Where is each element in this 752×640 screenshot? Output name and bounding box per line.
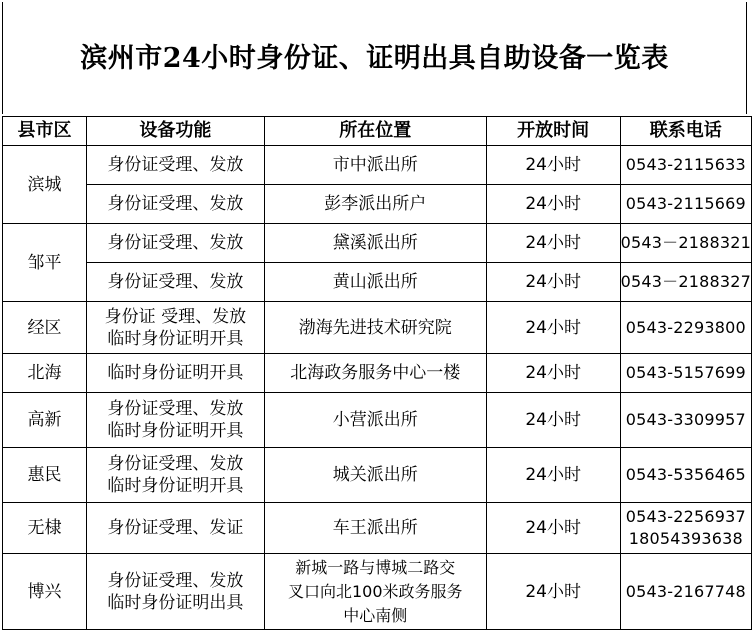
function-cell [86,393,264,448]
location-cell: 城关派出所 [264,448,486,503]
table-row [3,146,752,185]
location-cell: 彭李派出所户 [264,185,486,224]
location-cell: 小营派出所 [264,393,486,448]
phone-cell [620,503,751,554]
location-line: 中心南侧 [343,605,408,625]
phone-line: 18054393638 [628,529,743,548]
phone-cell: 0543-5157699 [620,354,751,393]
location-cell: 渤海先进技术研究院 [264,302,486,354]
district-cell: 无棣 [3,503,87,554]
location-cell: 北海政务服务中心一楼 [264,354,486,393]
hours-cell: 24小时 [486,554,620,630]
phone-cell: 0543－2188321 [620,224,751,263]
function-line: 临时身份证明开具 [107,328,244,349]
function-line: 临时身份证明开具 [107,421,244,441]
function-line: 身份证受理、发放 [107,570,244,591]
hours-cell: 24小时 [486,224,620,263]
function-line: 临时身份证明出具 [107,592,244,613]
function-cell: 身份证受理、发放 [86,263,264,302]
location-cell: 车王派出所 [264,503,486,554]
hours-cell: 24小时 [486,354,620,393]
phone-cell: 0543-2115669 [620,185,751,224]
table-row [3,393,752,448]
hours-cell: 24小时 [486,393,620,448]
district-cell: 经区 [3,302,87,354]
location-line: 叉口向北100米政务服务 [288,581,463,601]
hours-cell: 24小时 [486,146,620,185]
header-phone: 联系电话 [620,117,751,146]
hours-cell: 24小时 [486,448,620,503]
hours-cell: 24小时 [486,503,620,554]
location-cell: 市中派出所 [264,146,486,185]
function-line: 身份证 受理、发放 [104,306,247,327]
page-title: 滨州市24小时身份证、证明出具自助设备一览表 [80,43,669,74]
device-table [2,116,752,630]
phone-line: 0543-2256937 [625,507,746,526]
function-line: 身份证受理、发放 [107,399,244,419]
table-row [3,503,752,554]
phone-cell: 0543-5356465 [620,448,751,503]
function-cell: 身份证受理、发证 [86,503,264,554]
table-row [3,224,752,263]
phone-cell: 0543-3309957 [620,393,751,448]
location-line: 新城一路与博城二路交 [295,557,456,577]
function-cell: 临时身份证明开具 [86,354,264,393]
function-line: 身份证受理、发放 [107,454,244,474]
district-cell: 博兴 [3,554,87,630]
header-row [3,117,752,146]
location-cell: 黛溪派出所 [264,224,486,263]
header-location: 所在位置 [264,117,486,146]
district-cell: 滨城 [3,146,87,224]
table-row [3,263,752,302]
phone-cell: 0543-2167748 [620,554,751,630]
function-cell [86,448,264,503]
table-row [3,302,752,354]
header-hours: 开放时间 [486,117,620,146]
district-cell: 北海 [3,354,87,393]
phone-cell: 0543－2188327 [620,263,751,302]
function-line: 临时身份证明开具 [107,476,244,496]
function-cell [86,554,264,630]
function-cell: 身份证受理、发放 [86,224,264,263]
table-row [3,185,752,224]
function-cell: 身份证受理、发放 [86,185,264,224]
table-row [3,354,752,393]
district-cell: 邹平 [3,224,87,302]
table-row [3,554,752,630]
phone-cell: 0543-2293800 [620,302,751,354]
header-function: 设备功能 [86,117,264,146]
header-district: 县市区 [3,117,87,146]
district-cell: 高新 [3,393,87,448]
hours-cell: 24小时 [486,185,620,224]
hours-cell: 24小时 [486,263,620,302]
location-cell: 黄山派出所 [264,263,486,302]
phone-cell: 0543-2115633 [620,146,751,185]
table-row [3,448,752,503]
function-cell [86,302,264,354]
district-cell: 惠民 [3,448,87,503]
hours-cell: 24小时 [486,302,620,354]
function-cell: 身份证受理、发放 [86,146,264,185]
title-row [2,2,747,114]
location-cell [264,554,486,630]
